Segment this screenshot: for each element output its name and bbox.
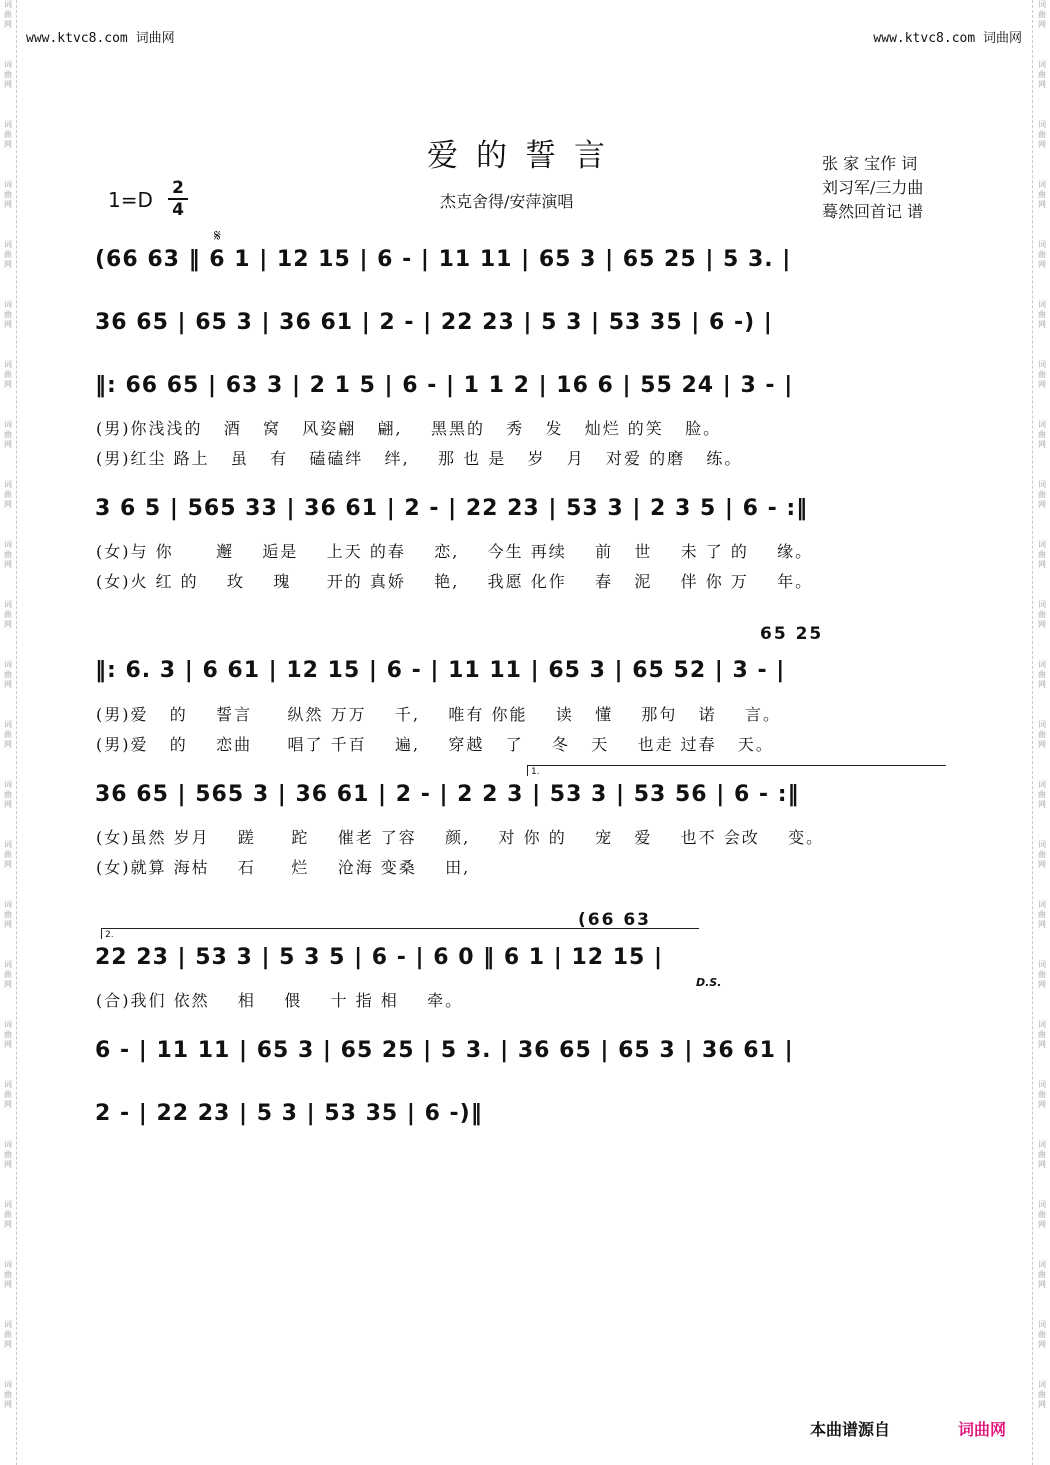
alternate-notes: 65 25: [760, 624, 824, 644]
side-watermark-text: 词 曲 网: [4, 1320, 12, 1349]
first-ending-bracket: [527, 765, 946, 776]
side-watermark-text: 词 曲 网: [1038, 900, 1046, 929]
music-row-9: 2 - | 22 23 | 5 3 | 53 35 | 6 -)‖: [95, 1101, 483, 1126]
side-watermark-text: 词 曲 网: [4, 180, 12, 209]
side-watermark-text: 词 曲 网: [1038, 0, 1046, 29]
side-watermark-text: 词 曲 网: [4, 240, 12, 269]
credits: [822, 152, 923, 224]
side-watermark-text: 词 曲 网: [1038, 240, 1046, 269]
side-watermark-text: 词 曲 网: [1038, 1260, 1046, 1289]
side-watermark-text: 词 曲 网: [4, 720, 12, 749]
side-watermark-text: 词 曲 网: [4, 540, 12, 569]
side-watermark-text: 词 曲 网: [4, 1260, 12, 1289]
music-row-6: 36 65 | 565 3 | 36 61 | 2 - | 2 2 3 | 53 3 | 53 56 | 6 - :‖: [95, 782, 800, 807]
side-watermark-text: 词 曲 网: [4, 60, 12, 89]
footer-source-label: 本曲谱源自: [810, 1420, 891, 1439]
side-watermark-text: 词 曲 网: [4, 840, 12, 869]
side-watermark-text: 词 曲 网: [4, 420, 12, 449]
music-row-2: 36 65 | 65 3 | 36 61 | 2 - | 22 23 | 5 3 | 53 35 | 6 -) |: [95, 310, 773, 335]
lyric-verse1-line2: (男)红尘 路上 虽 有 磕磕绊 绊, 那 也 是 岁 月 对爱 的磨 练。: [96, 449, 743, 468]
side-watermark-text: 词 曲 网: [1038, 600, 1046, 629]
footer-site-name: 词曲网: [958, 1420, 1007, 1439]
side-watermark-text: 词 曲 网: [4, 1020, 12, 1049]
music-row-8: 6 - | 11 11 | 65 3 | 65 25 | 5 3. | 36 65 | 65 3 | 36 61 |: [95, 1038, 794, 1063]
second-ending-label: 2.: [105, 930, 114, 940]
music-row-4: 3 6 5 | 565 33 | 36 61 | 2 - | 22 23 | 53 3 | 2 3 5 | 6 - :‖: [95, 496, 809, 521]
side-watermark-text: 词 曲 网: [1038, 540, 1046, 569]
right-side-watermark: [1036, 0, 1048, 1465]
side-watermark-text: 词 曲 网: [1038, 60, 1046, 89]
lyric-verse1-line1: (男)你浅浅的 酒 窝 风姿翩 翩, 黑黑的 秀 发 灿烂 的笑 脸。: [96, 419, 722, 438]
side-watermark-text: 词 曲 网: [4, 1200, 12, 1229]
lyric-verse2-line1: (女)与 你 邂 逅是 上天 的春 恋, 今生 再续 前 世 未 了 的 缘。: [96, 542, 814, 561]
second-ending-bracket: [101, 928, 699, 939]
left-border-line: [16, 0, 17, 1465]
segno-sign: 𝄋: [214, 226, 221, 245]
side-watermark-text: 词 曲 网: [4, 1140, 12, 1169]
composer-credit: 刘习军/三力曲: [822, 178, 924, 197]
time-signature: [168, 178, 188, 220]
transcriber-credit: 蓦然回首记 谱: [822, 202, 924, 221]
side-watermark-text: 词 曲 网: [4, 300, 12, 329]
side-watermark-text: 词 曲 网: [1038, 720, 1046, 749]
side-watermark-text: 词 曲 网: [1038, 180, 1046, 209]
side-watermark-text: 词 曲 网: [1038, 660, 1046, 689]
side-watermark-text: 词 曲 网: [4, 1080, 12, 1109]
side-watermark-text: 词 曲 网: [4, 1380, 12, 1409]
side-watermark-text: 词 曲 网: [1038, 300, 1046, 329]
side-watermark-text: 词 曲 网: [1038, 120, 1046, 149]
side-watermark-text: 词 曲 网: [4, 660, 12, 689]
header-left-site: www.ktvc8.com 词曲网: [26, 31, 175, 46]
side-watermark-text: 词 曲 网: [1038, 1080, 1046, 1109]
side-watermark-text: 词 曲 网: [1038, 360, 1046, 389]
side-watermark-text: 词 曲 网: [1038, 1320, 1046, 1349]
music-row-5: ‖: 6. 3 | 6 61 | 12 15 | 6 - | 11 11 | 65 3 | 65 52 | 3 - |: [95, 658, 786, 683]
time-signature-bottom: 4: [172, 200, 184, 220]
lyric-chorus2-line2: (女)就算 海枯 石 烂 沧海 变桑 田,: [96, 858, 471, 877]
side-watermark-text: 词 曲 网: [1038, 1020, 1046, 1049]
music-row-1: (66 63 ‖ 6 1 | 12 15 | 6 - | 11 11 | 65 3 | 65 25 | 5 3. |: [95, 247, 792, 272]
lyric-chorus1-line1: (男)爱 的 誓言 纵然 万万 千, 唯有 你能 读 懂 那句 诺 言。: [96, 705, 782, 724]
side-watermark-text: 词 曲 网: [4, 780, 12, 809]
side-watermark-text: 词 曲 网: [1038, 420, 1046, 449]
first-ending-label: 1.: [531, 767, 540, 777]
left-side-watermark: [2, 0, 14, 1465]
intro-repeat-notes: (66 63: [578, 910, 652, 930]
side-watermark-text: 词 曲 网: [1038, 1140, 1046, 1169]
side-watermark-text: 词 曲 网: [1038, 960, 1046, 989]
lyricist-credit: 张 家 宝作 词: [822, 154, 918, 173]
side-watermark-text: 词 曲 网: [4, 960, 12, 989]
side-watermark-text: 词 曲 网: [4, 120, 12, 149]
right-border-line: [1032, 0, 1033, 1465]
music-row-3: ‖: 66 65 | 63 3 | 2 1 5 | 6 - | 1 1 2 | 16 6 | 55 24 | 3 - |: [95, 373, 794, 398]
lyric-chorus1-line2: (男)爱 的 恋曲 唱了 千百 遍, 穿越 了 冬 天 也走 过春 天。: [96, 735, 774, 754]
singer-line: 杰克舍得/安萍演唱: [440, 192, 574, 211]
side-watermark-text: 词 曲 网: [4, 0, 12, 29]
lyric-verse2-line2: (女)火 红 的 玫 瑰 开的 真娇 艳, 我愿 化作 春 泥 伴 你 万 年。: [96, 572, 814, 591]
time-signature-top: 2: [168, 178, 188, 200]
side-watermark-text: 词 曲 网: [1038, 780, 1046, 809]
key-signature: 1=D: [108, 188, 153, 212]
header-right-site: www.ktvc8.com 词曲网: [873, 31, 1022, 46]
side-watermark-text: 词 曲 网: [1038, 840, 1046, 869]
song-title: 爱的誓言: [427, 138, 623, 174]
dal-segno-mark: D.S.: [696, 976, 722, 989]
lyric-chorus2-line1: (女)虽然 岁月 蹉 跎 催老 了容 颜, 对 你 的 宠 爱 也不 会改 变。: [96, 828, 825, 847]
music-row-7: 22 23 | 53 3 | 5 3 5 | 6 - | 6 0 ‖ 6 1 | 12 15 |: [95, 945, 664, 970]
side-watermark-text: 词 曲 网: [1038, 1200, 1046, 1229]
lyric-ending-line: (合)我们 依然 相 偎 十 指 相 牵。: [96, 991, 464, 1010]
side-watermark-text: 词 曲 网: [4, 480, 12, 509]
side-watermark-text: 词 曲 网: [4, 900, 12, 929]
side-watermark-text: 词 曲 网: [1038, 480, 1046, 509]
side-watermark-text: 词 曲 网: [4, 360, 12, 389]
side-watermark-text: 词 曲 网: [4, 600, 12, 629]
side-watermark-text: 词 曲 网: [1038, 1380, 1046, 1409]
